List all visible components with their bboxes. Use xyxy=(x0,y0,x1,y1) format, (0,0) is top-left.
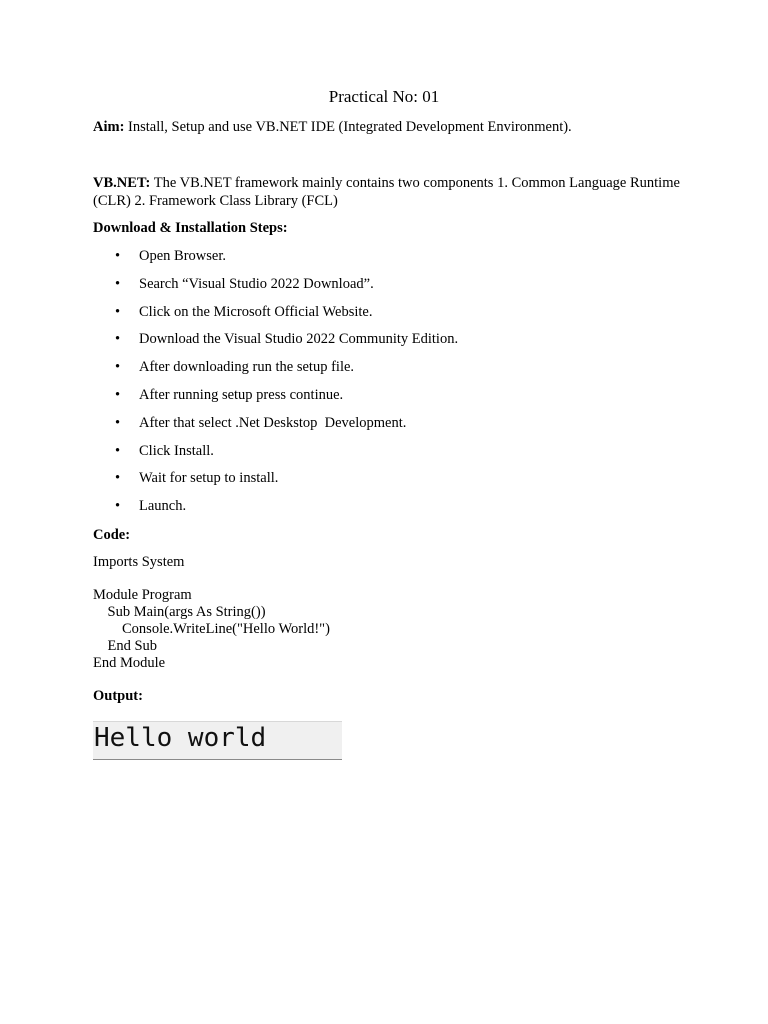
bullet-icon: • xyxy=(115,331,121,348)
list-item: • Download the Visual Studio 2022 Community Edition. xyxy=(115,331,459,348)
code-heading: Code: xyxy=(93,527,131,543)
code-line: End Module xyxy=(93,655,166,671)
bullet-icon: • xyxy=(115,414,121,431)
list-item: • Click Install. xyxy=(115,442,214,459)
steps-heading: Download & Installation Steps: xyxy=(93,220,288,236)
bullet-icon: • xyxy=(115,303,121,320)
vbnet-paragraph xyxy=(93,174,683,210)
code-line: Module Program xyxy=(93,587,192,603)
aim-text: Install, Setup and use VB.NET IDE (Integrated Development Environment). xyxy=(124,119,572,135)
output-heading: Output: xyxy=(93,688,143,704)
aim-paragraph xyxy=(93,118,693,136)
list-item: • Search “Visual Studio 2022 Download”. xyxy=(115,275,374,292)
console-output-screenshot xyxy=(93,721,342,760)
bullet-icon: • xyxy=(115,275,121,292)
list-item: • After downloading run the setup file. xyxy=(115,359,355,376)
vbnet-text: The VB.NET framework mainly contains two components 1. Common Language Runtime (CLR) 2. Framework Class Library (FCL) xyxy=(93,175,680,209)
code-line: End Sub xyxy=(93,638,158,654)
list-item: • Wait for setup to install. xyxy=(115,470,279,487)
bullet-icon: • xyxy=(115,498,121,515)
installation-steps-list xyxy=(93,247,458,525)
bullet-icon: • xyxy=(115,386,121,403)
page-title: Practical No: 01 xyxy=(328,87,440,106)
code-block xyxy=(93,587,330,672)
list-item: • Click on the Microsoft Official Website. xyxy=(115,303,373,320)
list-item: • Open Browser. xyxy=(115,248,226,264)
list-item: • After that select .Net Deskstop Development. xyxy=(115,414,407,431)
bullet-icon: • xyxy=(115,442,121,459)
code-imports-line: Imports System xyxy=(93,554,185,570)
console-output-text: Hello world xyxy=(94,723,267,753)
aim-label: Aim: xyxy=(93,119,125,135)
list-item: • Launch. xyxy=(115,498,187,515)
code-line: Console.WriteLine("Hello World!") xyxy=(93,621,330,637)
vbnet-label: VB.NET: xyxy=(93,175,151,191)
bullet-icon: • xyxy=(115,248,121,264)
code-line: Sub Main(args As String()) xyxy=(93,604,266,620)
list-item: • After running setup press continue. xyxy=(115,386,344,403)
bullet-icon: • xyxy=(115,470,121,487)
bullet-icon: • xyxy=(115,359,121,376)
